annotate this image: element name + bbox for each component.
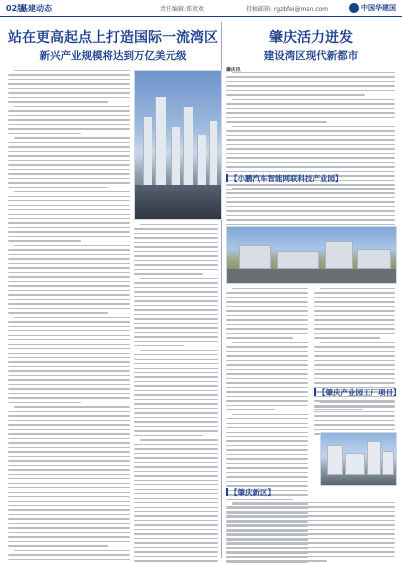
right-article-subtitle: 建设湾区现代新都市	[263, 50, 359, 62]
tower-shape	[143, 117, 152, 187]
section-heading-2: 【肇庆产业园工厂项目】	[314, 388, 401, 398]
section-marker-icon	[226, 488, 228, 496]
ground-shape	[135, 185, 221, 219]
building-shape	[239, 245, 271, 269]
right-article-headline	[226, 30, 396, 63]
building-shape	[367, 441, 381, 475]
tower-shape	[209, 121, 217, 187]
city-skyline-photo	[134, 70, 222, 220]
building-shape	[382, 451, 394, 475]
publication-logo	[349, 2, 396, 14]
tower-shape	[155, 97, 166, 187]
column-name: 基建动态	[20, 4, 52, 13]
industrial-park-photo	[226, 226, 397, 284]
building-shape	[345, 453, 365, 475]
left-article-body-col1	[8, 70, 130, 563]
page-header	[0, 0, 402, 17]
tower-shape	[171, 127, 180, 187]
right-article-title: 肇庆活力迸发	[269, 30, 353, 46]
new-district-photo	[320, 432, 397, 486]
section-heading-3: 【肇庆新区】	[226, 488, 275, 498]
building-shape	[277, 251, 319, 269]
building-shape	[357, 249, 391, 269]
tower-shape	[183, 107, 193, 187]
section-marker-icon	[226, 174, 228, 182]
road-shape	[227, 269, 396, 283]
section-marker-icon	[314, 388, 316, 396]
right-article-byline: 肇庆讯	[226, 68, 241, 73]
left-article-subtitle: 新兴产业规模将达到万亿美元级	[39, 50, 187, 62]
building-shape	[327, 445, 343, 475]
page-number: 02版	[6, 4, 26, 13]
left-article-body-col2	[134, 224, 218, 563]
left-article-title: 站在更高起点上打造国际一流湾区	[8, 30, 218, 46]
logo-text: 中国华建国	[361, 4, 396, 12]
section-3-body	[226, 502, 395, 563]
section-heading-1: 【小鹏汽车智能网联科技产业园】	[226, 174, 343, 184]
left-article-headline	[8, 30, 218, 63]
logo-icon	[349, 3, 359, 13]
building-shape	[325, 241, 353, 269]
editor-credit: 责任编辑:郑欢欢	[160, 6, 205, 13]
tower-shape	[197, 135, 206, 187]
contact-email: 投稿邮箱: rgzbfei@msn.com	[246, 6, 329, 13]
